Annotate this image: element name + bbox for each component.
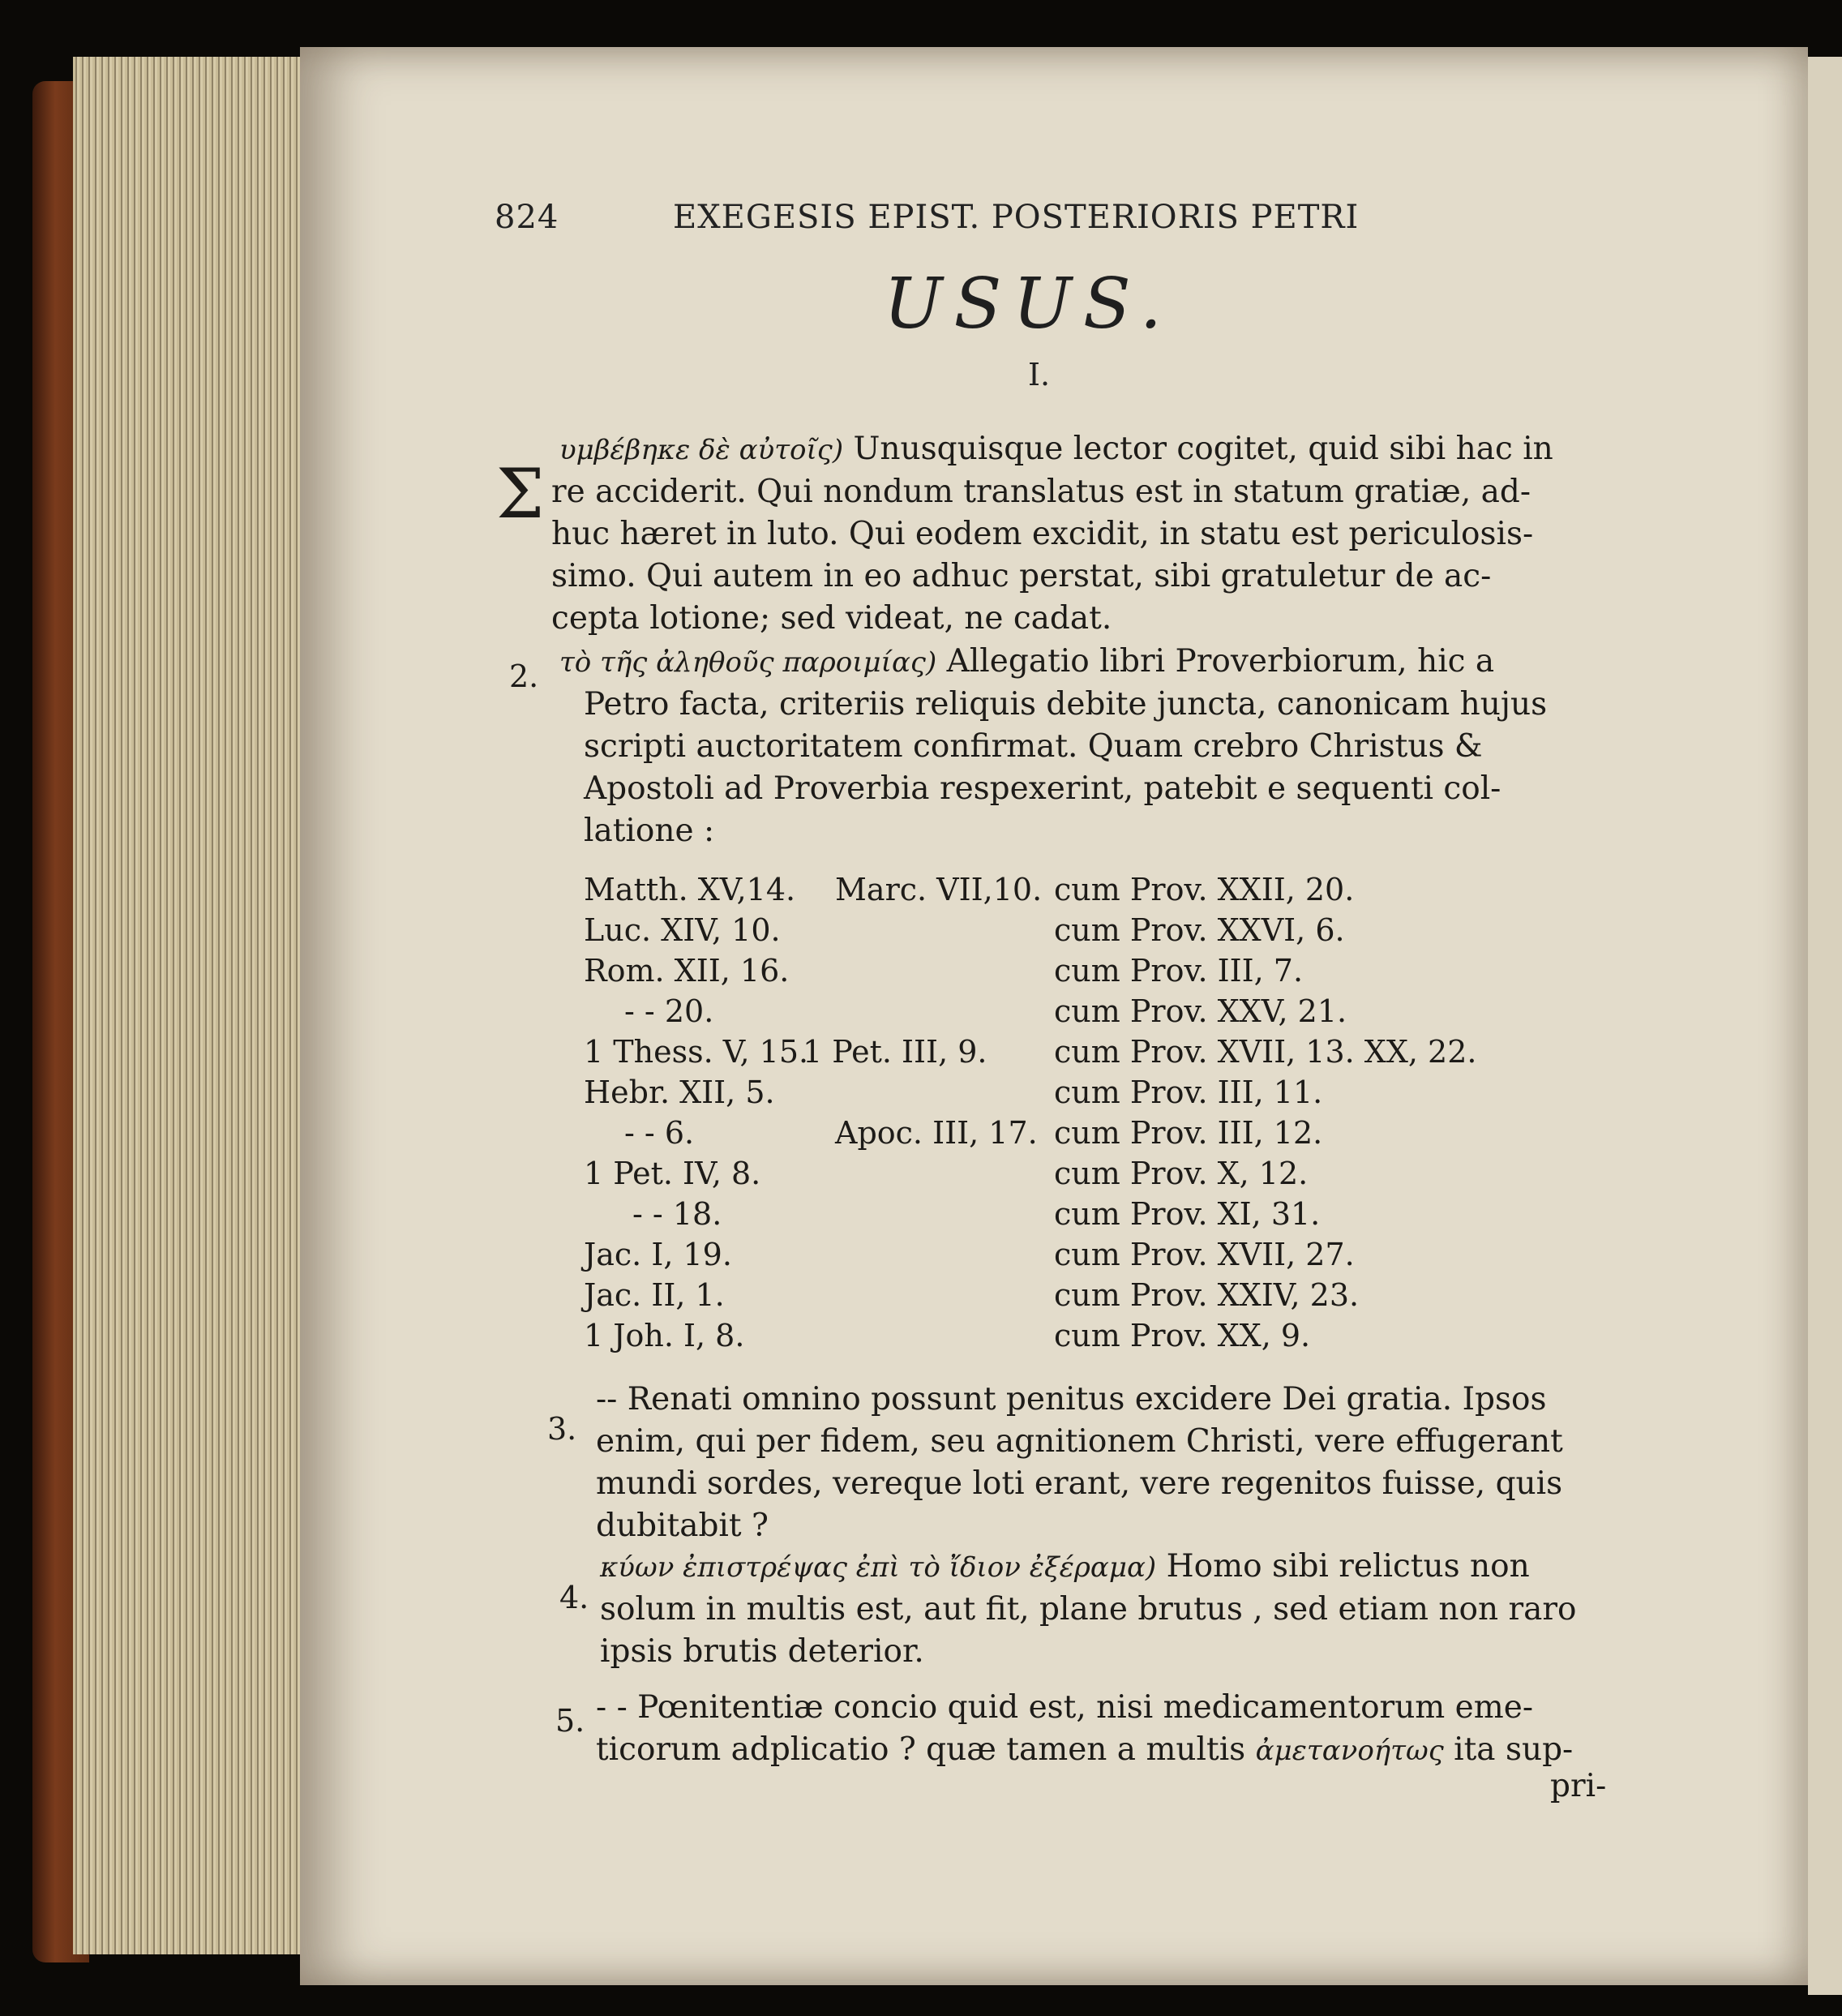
text-line: solum in multis est, aut fit, plane brutus , sed etiam non raro	[600, 1591, 1577, 1628]
citation-nt: - - 20.	[624, 993, 714, 1029]
text-line: ita sup-	[1454, 1731, 1574, 1768]
citation-nt: Matth. XV,14.	[584, 872, 796, 907]
table-row	[584, 1156, 1638, 1196]
greek-lemma: τὸ τῆς ἀληθοῦς παροιμίας)	[559, 646, 937, 679]
citation-prov: cum Prov. XX, 9.	[1054, 1318, 1311, 1353]
greek-lemma: κύων ἐπιστρέψας ἐπὶ τὸ ἴδιον ἐξέραμα)	[600, 1551, 1157, 1584]
citation-nt-2: Apoc. III, 17.	[835, 1115, 1038, 1151]
paragraph-4-line-1	[600, 1546, 1654, 1589]
table-row	[584, 1115, 1638, 1156]
running-header	[0, 199, 1842, 247]
table-row	[584, 953, 1638, 993]
table-row	[584, 912, 1638, 953]
text-line: -- Renati omnino possunt penitus excidere Dei gratia. Ipsos	[596, 1381, 1547, 1418]
item-number: 3.	[547, 1411, 577, 1447]
citation-prov: cum Prov. XXVI, 6.	[1054, 912, 1345, 948]
paragraph-1-line-1	[559, 428, 1613, 471]
section-marker: I.	[1028, 357, 1051, 392]
citation-nt: Luc. XIV, 10.	[584, 912, 781, 948]
section-heading: USUS.	[884, 264, 1174, 345]
text-line: Apostoli ad Proverbia respexerint, patebit e sequenti col-	[584, 770, 1501, 807]
table-row	[584, 1196, 1638, 1237]
collation-table	[584, 872, 1638, 1358]
citation-nt: Jac. II, 1.	[584, 1277, 725, 1313]
citation-nt: 1 Pet. IV, 8.	[584, 1156, 761, 1191]
citation-nt: 1 Thess. V, 15.	[584, 1034, 809, 1070]
catchword: pri-	[1550, 1768, 1607, 1804]
citation-prov: cum Prov. III, 12.	[1054, 1115, 1323, 1151]
table-row	[584, 1277, 1638, 1318]
table-row	[584, 1318, 1638, 1358]
greek-word: ἀμετανοήτως	[1255, 1735, 1444, 1767]
greek-lemma: υμβέβηκε δὲ αὐτοῖς)	[559, 434, 844, 466]
drop-cap: Σ	[496, 454, 545, 534]
citation-nt: Hebr. XII, 5.	[584, 1074, 775, 1110]
text-line: Allegatio libri Proverbiorum, hic a	[946, 643, 1495, 680]
item-number: 4.	[559, 1580, 589, 1615]
table-row	[584, 993, 1638, 1034]
citation-nt: - - 6.	[624, 1115, 695, 1151]
citation-nt: Rom. XII, 16.	[584, 953, 790, 989]
paragraph-3	[596, 1379, 1650, 1547]
citation-prov: cum Prov. XVII, 27.	[1054, 1237, 1355, 1272]
citation-prov: cum Prov. XXII, 20.	[1054, 872, 1355, 907]
text-line: - - Pœnitentiæ concio quid est, nisi medicamentorum eme-	[596, 1689, 1534, 1726]
page-number: 824	[495, 199, 559, 236]
text-line: simo. Qui autem in eo adhuc perstat, sibi gratuletur de ac-	[551, 558, 1492, 594]
page-stack-edge	[73, 57, 316, 1954]
facing-page-edge	[1808, 57, 1842, 1995]
citation-prov: cum Prov. III, 7.	[1054, 953, 1304, 989]
text-line: dubitabit ?	[596, 1508, 769, 1544]
citation-nt-2: Marc. VII,10.	[835, 872, 1043, 907]
citation-nt-2: 1 Pet. III, 9.	[803, 1034, 987, 1070]
citation-prov: cum Prov. X, 12.	[1054, 1156, 1309, 1191]
citation-prov: cum Prov. XXV, 21.	[1054, 993, 1347, 1029]
paragraph-5-line-2	[596, 1729, 1650, 1772]
citation-prov: cum Prov. III, 11.	[1054, 1074, 1323, 1110]
paragraph-5	[596, 1687, 1650, 1772]
text-line: ticorum adplicatio ? quæ tamen a multis	[596, 1731, 1246, 1768]
citation-prov: cum Prov. XXIV, 23.	[1054, 1277, 1360, 1313]
item-number: 5.	[555, 1703, 585, 1739]
text-line: re acciderit. Qui nondum translatus est in statum gratiæ, ad-	[551, 474, 1531, 510]
paragraph-2	[559, 641, 1613, 852]
running-title: EXEGESIS EPIST. POSTERIORIS PETRI	[673, 199, 1360, 236]
text-line: enim, qui per fidem, seu agnitionem Christi, vere effugerant	[596, 1423, 1563, 1460]
text-line: mundi sordes, vereque loti erant, vere regenitos fuisse, quis	[596, 1465, 1563, 1502]
citation-prov: cum Prov. XVII, 13. XX, 22.	[1054, 1034, 1477, 1070]
table-row	[584, 1034, 1638, 1074]
text-line: scripti auctoritatem confirmat. Quam crebro Christus &	[584, 728, 1483, 765]
text-line: Unusquisque lector cogitet, quid sibi hac in	[853, 431, 1553, 467]
text-line: Petro facta, criteriis reliquis debite juncta, canonicam hujus	[584, 686, 1548, 723]
item-number: 2.	[509, 658, 539, 694]
text-line: huc hæret in luto. Qui eodem excidit, in statu est periculosis-	[551, 516, 1534, 552]
text-line: ipsis brutis deterior.	[600, 1633, 924, 1670]
citation-prov: cum Prov. XI, 31.	[1054, 1196, 1321, 1232]
table-row	[584, 872, 1638, 912]
paragraph-2-line-1	[559, 641, 1613, 684]
paragraph-4	[600, 1546, 1654, 1673]
citation-nt: 1 Joh. I, 8.	[584, 1318, 745, 1353]
text-line: latione :	[584, 813, 715, 849]
text-line: Homo sibi relictus non	[1166, 1548, 1530, 1585]
table-row	[584, 1237, 1638, 1277]
paragraph-1	[551, 428, 1613, 640]
citation-nt: - - 18.	[632, 1196, 722, 1232]
table-row	[584, 1074, 1638, 1115]
citation-nt: Jac. I, 19.	[584, 1237, 732, 1272]
text-line: cepta lotione; sed videat, ne cadat.	[551, 600, 1112, 637]
